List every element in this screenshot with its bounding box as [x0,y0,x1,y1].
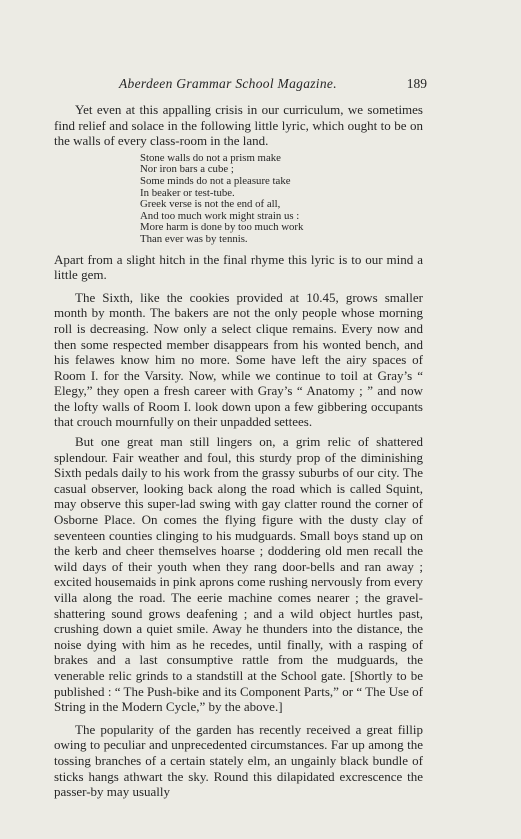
paragraph-garden: The popularity of the garden has recently received a great fillip owing to peculiar and unprecedented circumstances. Far up among the tossing branches of a certain stately elm, an ungainly black bundle of sticks hangs athwart the sky. Round this dilapidated excrescence the passer-by may usually [54,721,423,800]
poem-line: And too much work might strain us : [140,209,300,222]
paragraph-lyric-comment: Apart from a slight hitch in the final rhyme this lyric is to our mind a little gem. [54,251,423,283]
magazine-title: Aberdeen Grammar School Magazine. [119,76,337,91]
poem-line: Some minds do not a pleasure take [140,174,291,187]
article-body [54,102,423,800]
poem-line: Stone walls do not a prism make [140,151,281,164]
paragraph-great-man: But one great man still lingers on, a grim relic of shattered splendour. Fair weather and foul, this sturdy prop of the diminishing Sixth pedals daily to his work from the grassy suburbs of our city. The casual observer, looking back along the road which is called Squint, may observe this super-lad swing with gay clatter round the corner of Osborne Place. On comes the flying figure with the dusty clay of seventeen counties clinging to his mudguards. Small boys stand up on the kerb and cheer themselves hoarse ; doddering old men recall the wild days of their youth when they rang door-bells and ran away ; excited housemaids in pink aprons come rushing nervously from every villa along the road. The eerie machine comes nearer ; the gravel-shattering sound grows deafening ; and a wild object hurtles past, crushing down a quiet smile. Away he thunders into the distance, the noise dying with him as he recedes, until finally, with a rasping of brakes and a last consumptive rattle from the mudguards, the venerable relic grinds to a standstill at the School gate. [Shortly to be published : “ The Push-bike and its Component Parts,” or “ The Use of String in the Modern Cycle,” by the above.] [54,434,423,715]
paragraph-sixth: The Sixth, like the cookies provided at 10.45, grows smaller month by month. The bakers are not the only people whose morning roll is decreasing. Now only a select clique remains. Every now and then some respected member disappears from his wonted bench, and his felawes know him no more. Some have left the airy spaces of Room I. for the Varsity. Now, while we continue to toil at Gray’s “ Elegy,” they open a fresh career with Gray’s “ Anatomy ; ” and now the lofty walls of Room I. look down upon a few gibbering occupants that crouch mournfully on their unpadded settees. [54,289,423,430]
poem-line: Than ever was by tennis. [140,232,248,245]
page-number: 189 [406,76,427,91]
poem-line: In beaker or test-tube. [140,186,235,199]
poem-line: More harm is done by too much work [140,221,304,234]
poem-line: Nor iron bars a cube ; [140,163,234,176]
paragraph-intro: Yet even at this appalling crisis in our curriculum, we sometimes find relief and solace in the following little lyric, which ought to be on the walls of every class-room in the land. [54,102,423,149]
lyric-poem [140,153,423,246]
poem-line: Greek verse is not the end of all, [140,198,281,211]
